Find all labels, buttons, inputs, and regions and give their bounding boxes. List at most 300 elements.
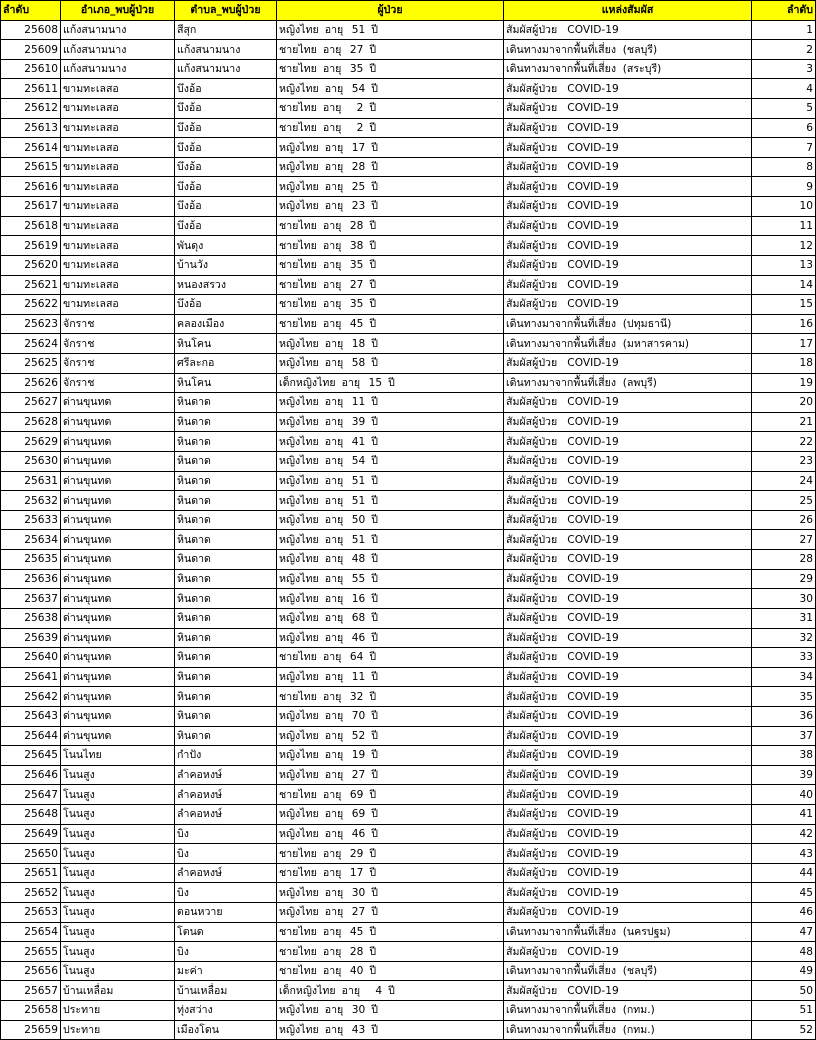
patient-sex: หญิงไทย — [279, 514, 319, 527]
cell-seq: 25651 — [1, 863, 61, 883]
cell-amphoe: ประทาย — [61, 1020, 175, 1040]
patient-sex: หญิงไทย — [279, 357, 319, 370]
cell-seq: 25614 — [1, 138, 61, 158]
header-amphoe: อำเภอ_พบผู้ป่วย — [61, 1, 175, 21]
age-label: อายุ — [324, 572, 344, 585]
cell-amphoe: โนนสูง — [61, 804, 175, 824]
cell-source: สัมผัสผู้ป่วย COVID-19 — [504, 412, 752, 432]
patient-age: 39 — [351, 416, 366, 429]
cell-seq: 25658 — [1, 1001, 61, 1021]
table-row — [1, 726, 816, 746]
cell-patient — [277, 804, 504, 824]
age-label: อายุ — [324, 827, 344, 840]
cell-tambon: แก้งสนามนาง — [175, 59, 277, 79]
cell-order: 27 — [752, 530, 816, 550]
cell-patient — [277, 197, 504, 217]
patient-sex: ชายไทย — [279, 43, 317, 56]
cell-source: สัมผัสผู้ป่วย COVID-19 — [504, 667, 752, 687]
cell-order: 14 — [752, 275, 816, 295]
cell-seq: 25617 — [1, 197, 61, 217]
patient-sex: หญิงไทย — [279, 416, 319, 429]
cell-tambon: พันดุง — [175, 236, 277, 256]
cell-tambon: หินดาด — [175, 550, 277, 570]
patient-age: 15 — [368, 376, 383, 389]
cell-patient — [277, 530, 504, 550]
age-label: อายุ — [324, 886, 344, 899]
year-label: ปี — [371, 474, 378, 487]
table-row — [1, 59, 816, 79]
age-label: อายุ — [322, 239, 342, 252]
patient-age: 45 — [349, 925, 364, 938]
cell-patient — [277, 216, 504, 236]
cell-source: สัมผัสผู้ป่วย COVID-19 — [504, 471, 752, 491]
cell-amphoe: โนนสูง — [61, 765, 175, 785]
cell-patient — [277, 295, 504, 315]
year-label: ปี — [371, 729, 378, 742]
cell-order: 16 — [752, 314, 816, 334]
patient-sex: หญิงไทย — [279, 1023, 319, 1036]
cell-seq: 25634 — [1, 530, 61, 550]
cell-tambon: เมืองโดน — [175, 1020, 277, 1040]
cell-tambon: หินดาด — [175, 608, 277, 628]
year-label: ปี — [371, 671, 378, 684]
cell-amphoe: ขามทะเลสอ — [61, 275, 175, 295]
cell-source: สัมผัสผู้ป่วย COVID-19 — [504, 216, 752, 236]
patient-age: 18 — [351, 337, 366, 350]
patient-age: 27 — [349, 43, 364, 56]
cell-seq: 25659 — [1, 1020, 61, 1040]
age-label: อายุ — [324, 23, 344, 36]
table-row — [1, 804, 816, 824]
age-label: อายุ — [324, 396, 344, 409]
cell-amphoe: ขามทะเลสอ — [61, 295, 175, 315]
cell-source: สัมผัสผู้ป่วย COVID-19 — [504, 726, 752, 746]
table-row — [1, 1020, 816, 1040]
patient-sex: หญิงไทย — [279, 612, 319, 625]
patient-sex: ชายไทย — [279, 239, 317, 252]
table-row — [1, 373, 816, 393]
cell-seq: 25648 — [1, 804, 61, 824]
cell-source: สัมผัสผู้ป่วย COVID-19 — [504, 804, 752, 824]
cell-source: สัมผัสผู้ป่วย COVID-19 — [504, 79, 752, 99]
cell-amphoe: ด่านขุนทด — [61, 589, 175, 609]
cell-amphoe: โนนสูง — [61, 961, 175, 981]
cell-order: 42 — [752, 824, 816, 844]
cell-source: เดินทางมาจากพื้นที่เสี่ยง (กทม.) — [504, 1020, 752, 1040]
patient-age: 46 — [351, 631, 366, 644]
cell-amphoe: โนนสูง — [61, 844, 175, 864]
cell-patient — [277, 412, 504, 432]
cell-amphoe: โนนสูง — [61, 824, 175, 844]
year-label: ปี — [371, 357, 378, 370]
year-label: ปี — [371, 553, 378, 566]
cell-seq: 25610 — [1, 59, 61, 79]
cell-amphoe: ด่านขุนทด — [61, 628, 175, 648]
cell-amphoe: โนนสูง — [61, 785, 175, 805]
cell-order: 40 — [752, 785, 816, 805]
cell-seq: 25618 — [1, 216, 61, 236]
patient-sex: เด็กหญิงไทย — [279, 376, 336, 389]
patient-age: 27 — [351, 769, 366, 782]
cell-tambon: หินดาด — [175, 530, 277, 550]
year-label: ปี — [369, 121, 377, 134]
year-label: ปี — [371, 514, 378, 527]
year-label: ปี — [371, 749, 378, 762]
cell-amphoe: ด่านขุนทด — [61, 706, 175, 726]
cell-order: 43 — [752, 844, 816, 864]
cell-order: 29 — [752, 569, 816, 589]
year-label: ปี — [371, 592, 378, 605]
patient-age: 54 — [351, 82, 366, 95]
cell-amphoe: โนนสูง — [61, 883, 175, 903]
cell-order: 31 — [752, 608, 816, 628]
cell-amphoe: โนนสูง — [61, 922, 175, 942]
table-row — [1, 157, 816, 177]
age-label: อายุ — [322, 220, 342, 232]
cell-tambon: ดอนหวาย — [175, 903, 277, 923]
cell-tambon: หินดาด — [175, 412, 277, 432]
cell-source: สัมผัสผู้ป่วย COVID-19 — [504, 608, 752, 628]
patient-age: 69 — [351, 808, 366, 821]
header-order: ลำดับ — [752, 1, 816, 21]
patient-age: 27 — [349, 278, 364, 291]
patient-age: 51 — [351, 23, 366, 36]
patient-age: 51 — [351, 494, 366, 507]
patient-sex: ชายไทย — [279, 788, 317, 801]
age-label: อายุ — [322, 102, 342, 115]
cell-tambon: แก้งสนามนาง — [175, 40, 277, 60]
cell-source: สัมผัสผู้ป่วย COVID-19 — [504, 903, 752, 923]
table-row — [1, 903, 816, 923]
cell-tambon: หินดาด — [175, 589, 277, 609]
cell-source: สัมผัสผู้ป่วย COVID-19 — [504, 883, 752, 903]
cell-amphoe: ขามทะเลสอ — [61, 79, 175, 99]
cell-patient — [277, 334, 504, 354]
age-label: อายุ — [324, 553, 344, 566]
cell-patient — [277, 981, 504, 1001]
year-label: ปี — [371, 180, 378, 193]
year-label: ปี — [371, 1004, 378, 1017]
cell-patient — [277, 550, 504, 570]
cell-patient — [277, 1020, 504, 1040]
cell-seq: 25629 — [1, 432, 61, 452]
cell-patient — [277, 824, 504, 844]
cell-source: สัมผัสผู้ป่วย COVID-19 — [504, 844, 752, 864]
cell-seq: 25611 — [1, 79, 61, 99]
cell-tambon: บึงอ้อ — [175, 138, 277, 158]
cell-order: 34 — [752, 667, 816, 687]
patient-age: 68 — [351, 612, 366, 625]
table-row — [1, 844, 816, 864]
age-label: อายุ — [324, 180, 344, 193]
patient-sex: หญิงไทย — [279, 82, 319, 95]
year-label: ปี — [369, 63, 377, 76]
age-label: อายุ — [324, 533, 344, 546]
cell-amphoe: ด่านขุนทด — [61, 530, 175, 550]
age-label: อายุ — [322, 965, 342, 978]
cell-source: สัมผัสผู้ป่วย COVID-19 — [504, 157, 752, 177]
cell-tambon: หินดาด — [175, 569, 277, 589]
cell-source: สัมผัสผู้ป่วย COVID-19 — [504, 20, 752, 40]
cell-order: 46 — [752, 903, 816, 923]
cell-order: 44 — [752, 863, 816, 883]
cell-source: สัมผัสผู้ป่วย COVID-19 — [504, 687, 752, 707]
cell-amphoe: โนนสูง — [61, 942, 175, 962]
patient-age: 2 — [356, 121, 364, 134]
year-label: ปี — [371, 141, 378, 154]
year-label: ปี — [369, 867, 377, 880]
year-label: ปี — [371, 455, 378, 468]
cell-tambon: บึงอ้อ — [175, 216, 277, 236]
cell-amphoe: ขามทะเลสอ — [61, 99, 175, 119]
table-row — [1, 589, 816, 609]
cell-amphoe: จักราช — [61, 353, 175, 373]
cell-order: 51 — [752, 1001, 816, 1021]
cell-amphoe: ด่านขุนทด — [61, 550, 175, 570]
cell-source: สัมผัสผู้ป่วย COVID-19 — [504, 393, 752, 413]
cell-patient — [277, 922, 504, 942]
cell-amphoe: ด่านขุนทด — [61, 471, 175, 491]
header-source: แหล่งสัมผัส — [504, 1, 752, 21]
cell-patient — [277, 687, 504, 707]
patient-sex: ชายไทย — [279, 847, 317, 860]
cell-amphoe: ด่านขุนทด — [61, 687, 175, 707]
cell-patient — [277, 432, 504, 452]
cell-order: 45 — [752, 883, 816, 903]
patient-sex: ชายไทย — [279, 278, 317, 291]
year-label: ปี — [371, 416, 378, 429]
cell-source: สัมผัสผู้ป่วย COVID-19 — [504, 353, 752, 373]
year-label: ปี — [371, 769, 378, 782]
cell-source: สัมผัสผู้ป่วย COVID-19 — [504, 589, 752, 609]
patient-sex: หญิงไทย — [279, 886, 319, 899]
table-row — [1, 177, 816, 197]
cell-order: 9 — [752, 177, 816, 197]
cell-tambon: คลองเมือง — [175, 314, 277, 334]
cell-order: 33 — [752, 648, 816, 668]
cell-patient — [277, 765, 504, 785]
patient-age: 30 — [351, 886, 366, 899]
cell-patient — [277, 236, 504, 256]
cell-tambon: ลำคอหงษ์ — [175, 785, 277, 805]
cell-amphoe: ขามทะเลสอ — [61, 255, 175, 275]
cell-amphoe: ด่านขุนทด — [61, 667, 175, 687]
patient-age: 19 — [351, 749, 366, 762]
cell-source: เดินทางมาจากพื้นที่เสี่ยง (ปทุมธานี) — [504, 314, 752, 334]
cell-seq: 25628 — [1, 412, 61, 432]
cell-patient — [277, 589, 504, 609]
cell-tambon: บึงอ้อ — [175, 99, 277, 119]
age-label: อายุ — [322, 63, 342, 76]
cell-seq: 25608 — [1, 20, 61, 40]
cell-patient — [277, 746, 504, 766]
cell-source: สัมผัสผู้ป่วย COVID-19 — [504, 510, 752, 530]
cell-tambon: บึงอ้อ — [175, 118, 277, 138]
table-row — [1, 883, 816, 903]
cell-source: สัมผัสผู้ป่วย COVID-19 — [504, 177, 752, 197]
cell-patient — [277, 844, 504, 864]
age-label: อายุ — [322, 121, 342, 134]
age-label: อายุ — [324, 435, 344, 448]
table-row — [1, 961, 816, 981]
year-label: ปี — [369, 298, 377, 311]
patient-age: 29 — [349, 847, 364, 860]
table-body — [1, 20, 816, 1040]
table-row — [1, 216, 816, 236]
cell-order: 1 — [752, 20, 816, 40]
cell-order: 36 — [752, 706, 816, 726]
cell-order: 13 — [752, 255, 816, 275]
table-row — [1, 197, 816, 217]
cell-order: 19 — [752, 373, 816, 393]
age-label: อายุ — [324, 455, 344, 468]
cell-seq: 25624 — [1, 334, 61, 354]
patient-sex: ชายไทย — [279, 298, 317, 311]
cell-tambon: หินดาด — [175, 491, 277, 511]
patient-sex: หญิงไทย — [279, 906, 319, 919]
cell-tambon: โตนด — [175, 922, 277, 942]
cell-source: สัมผัสผู้ป่วย COVID-19 — [504, 99, 752, 119]
patient-age: 16 — [351, 592, 366, 605]
age-label: อายุ — [324, 1004, 344, 1017]
table-row — [1, 118, 816, 138]
table-row — [1, 981, 816, 1001]
cell-tambon: ลำคอหงษ์ — [175, 804, 277, 824]
cell-seq: 25633 — [1, 510, 61, 530]
table-row — [1, 746, 816, 766]
patient-age: 51 — [351, 474, 366, 487]
table-row — [1, 550, 816, 570]
patient-age: 45 — [349, 318, 364, 331]
cell-tambon: มะค่า — [175, 961, 277, 981]
table-row — [1, 491, 816, 511]
cell-source: สัมผัสผู้ป่วย COVID-19 — [504, 824, 752, 844]
cell-order: 39 — [752, 765, 816, 785]
table-row — [1, 314, 816, 334]
cell-order: 2 — [752, 40, 816, 60]
year-label: ปี — [388, 984, 395, 997]
year-label: ปี — [369, 945, 377, 958]
cell-source: สัมผัสผู้ป่วย COVID-19 — [504, 785, 752, 805]
patient-age: 25 — [351, 180, 366, 193]
table-row — [1, 393, 816, 413]
age-label: อายุ — [324, 808, 344, 821]
patient-sex: ชายไทย — [279, 259, 317, 272]
cell-seq: 25630 — [1, 452, 61, 472]
age-label: อายุ — [341, 984, 361, 997]
cell-patient — [277, 353, 504, 373]
cell-seq: 25644 — [1, 726, 61, 746]
cell-tambon: บิง — [175, 824, 277, 844]
patient-age: 35 — [349, 259, 364, 272]
cell-source: สัมผัสผู้ป่วย COVID-19 — [504, 452, 752, 472]
table-row — [1, 942, 816, 962]
cell-source: เดินทางมาจากพื้นที่เสี่ยง (ลพบุรี) — [504, 373, 752, 393]
patient-sex: หญิงไทย — [279, 455, 319, 468]
cell-source: สัมผัสผู้ป่วย COVID-19 — [504, 197, 752, 217]
age-label: อายุ — [322, 651, 342, 664]
table-row — [1, 667, 816, 687]
cell-source: เดินทางมาจากพื้นที่เสี่ยง (มหาสารคาม) — [504, 334, 752, 354]
patient-sex: หญิงไทย — [279, 592, 319, 605]
cell-patient — [277, 726, 504, 746]
age-label: อายุ — [322, 925, 342, 938]
cell-source: สัมผัสผู้ป่วย COVID-19 — [504, 550, 752, 570]
year-label: ปี — [371, 161, 378, 174]
cell-tambon: หินดาด — [175, 628, 277, 648]
patient-sex: หญิงไทย — [279, 23, 319, 36]
cell-tambon: บึงอ้อ — [175, 295, 277, 315]
cell-amphoe: ขามทะเลสอ — [61, 157, 175, 177]
patient-age: 4 — [375, 984, 383, 997]
cell-tambon: ลำคอหงษ์ — [175, 765, 277, 785]
cell-amphoe: ด่านขุนทด — [61, 491, 175, 511]
cell-patient — [277, 157, 504, 177]
cell-seq: 25622 — [1, 295, 61, 315]
cell-tambon: กำปัง — [175, 746, 277, 766]
cell-tambon: บ้านเหลื่อม — [175, 981, 277, 1001]
cell-patient — [277, 452, 504, 472]
year-label: ปี — [369, 259, 377, 272]
cell-seq: 25638 — [1, 608, 61, 628]
cell-patient — [277, 903, 504, 923]
cell-seq: 25619 — [1, 236, 61, 256]
patient-sex: หญิงไทย — [279, 180, 319, 193]
cell-tambon: หินดาด — [175, 432, 277, 452]
table-row — [1, 922, 816, 942]
cell-patient — [277, 138, 504, 158]
cell-source: เดินทางมาจากพื้นที่เสี่ยง (ชลบุรี) — [504, 40, 752, 60]
cell-patient — [277, 275, 504, 295]
year-label: ปี — [371, 23, 378, 36]
year-label: ปี — [369, 651, 377, 664]
patient-age: 2 — [356, 102, 364, 115]
cell-tambon: ทุ่งสว่าง — [175, 1001, 277, 1021]
cell-tambon: บิง — [175, 942, 277, 962]
table-row — [1, 412, 816, 432]
cell-order: 18 — [752, 353, 816, 373]
cell-patient — [277, 118, 504, 138]
patient-age: 43 — [351, 1023, 366, 1036]
cell-order: 50 — [752, 981, 816, 1001]
age-label: อายุ — [322, 867, 342, 880]
cell-patient — [277, 706, 504, 726]
year-label: ปี — [371, 533, 378, 546]
cell-patient — [277, 569, 504, 589]
cell-seq: 25655 — [1, 942, 61, 962]
cell-order: 41 — [752, 804, 816, 824]
header-seq: ลำดับ — [1, 1, 61, 21]
cell-order: 23 — [752, 452, 816, 472]
patient-sex: หญิงไทย — [279, 1004, 319, 1017]
age-label: อายุ — [324, 514, 344, 527]
cell-source: สัมผัสผู้ป่วย COVID-19 — [504, 138, 752, 158]
cell-order: 32 — [752, 628, 816, 648]
patient-age: 69 — [349, 788, 364, 801]
patient-age: 27 — [351, 906, 366, 919]
cell-patient — [277, 59, 504, 79]
cell-patient — [277, 628, 504, 648]
cell-patient — [277, 883, 504, 903]
patient-age: 32 — [349, 690, 364, 703]
patient-sex: ชายไทย — [279, 102, 317, 115]
cell-source: สัมผัสผู้ป่วย COVID-19 — [504, 628, 752, 648]
year-label: ปี — [371, 808, 378, 821]
cell-order: 8 — [752, 157, 816, 177]
cell-seq: 25653 — [1, 903, 61, 923]
table-row — [1, 295, 816, 315]
year-label: ปี — [369, 239, 377, 252]
